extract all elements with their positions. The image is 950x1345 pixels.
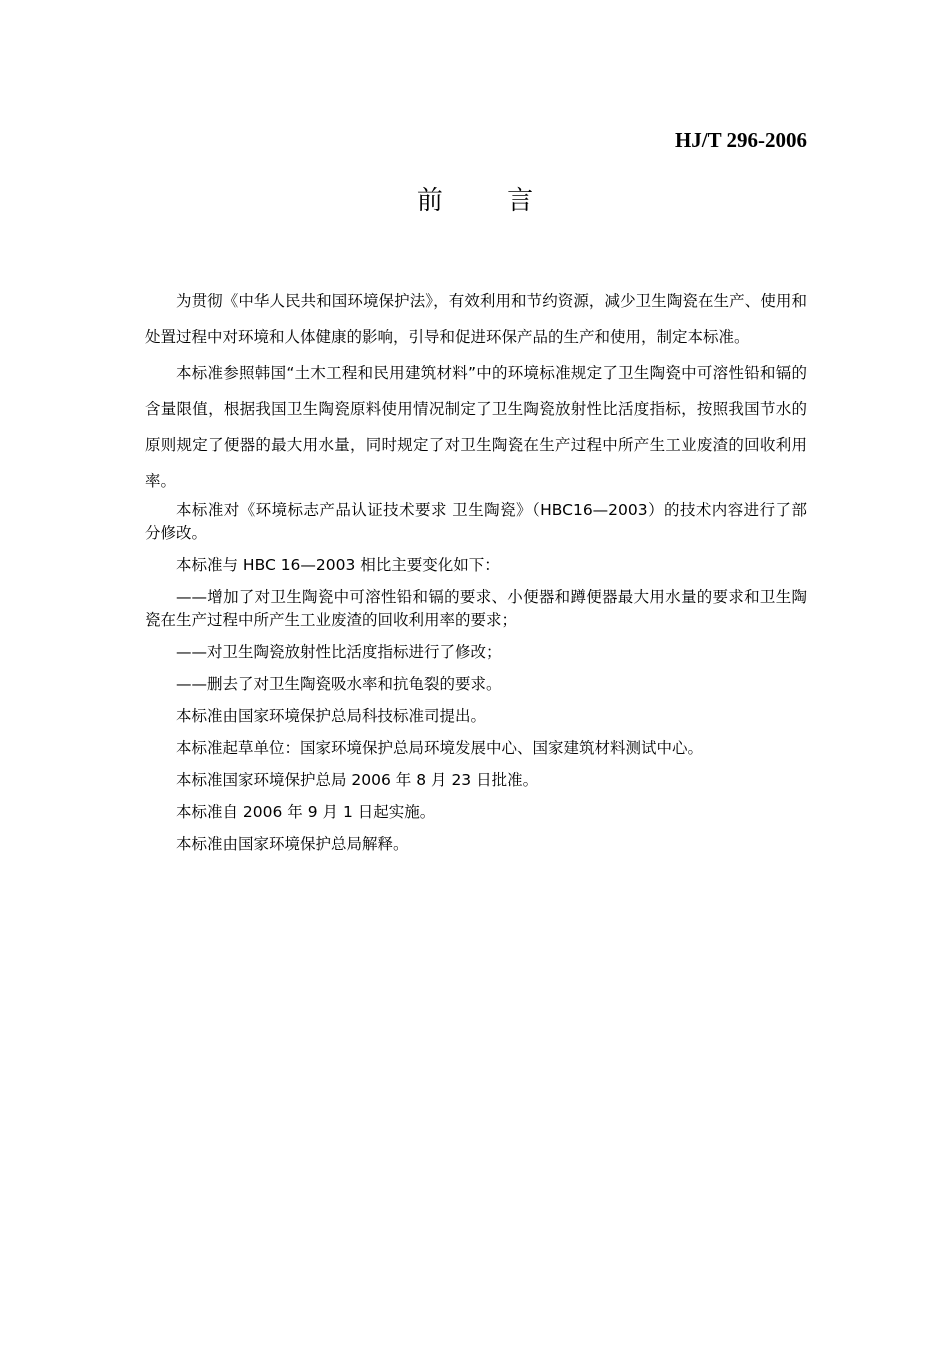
paragraph-purpose: 为贯彻《中华人民共和国环境保护法》，有效利用和节约资源，减少卫生陶瓷在生产、使用和处置过程中对环境和人体健康的影响，引导和促进环保产品的生产和使用，制定本标准。	[145, 292, 807, 346]
paragraph-proposer: 本标准由国家环境保护总局科技标准司提出。	[176, 707, 487, 725]
paragraph-reference: 本标准参照韩国“土木工程和民用建筑材料”中的环境标准规定了卫生陶瓷中可溶性铅和镉的含量限值，根据我国卫生陶瓷原料使用情况制定了卫生陶瓷放射性比活度指标，按照我国节水的原则规定了便器的最大用水量，同时规定了对卫生陶瓷在生产过程中所产生工业废渣的回收利用率。	[145, 364, 807, 490]
page-title: 前 言	[416, 186, 562, 216]
standard-code: HJ/T 296-2006	[674, 128, 807, 152]
change-item: ——删去了对卫生陶瓷吸水率和抗龟裂的要求。	[176, 675, 502, 693]
paragraph-effective-date: 本标准自 2006 年 9 月 1 日起实施。	[176, 803, 436, 821]
paragraph-approval: 本标准国家环境保护总局 2006 年 8 月 23 日批准。	[176, 771, 539, 789]
paragraph-drafters: 本标准起草单位：国家环境保护总局环境发展中心、国家建筑材料测试中心。	[176, 739, 704, 757]
change-item: ——增加了对卫生陶瓷中可溶性铅和镉的要求、小便器和蹲便器最大用水量的要求和卫生陶瓷在生产过程中所产生工业废渣的回收利用率的要求；	[145, 588, 807, 629]
paragraph-interpretation: 本标准由国家环境保护总局解释。	[176, 835, 409, 853]
paragraph-changes-intro: 本标准与 HBC 16—2003 相比主要变化如下：	[176, 556, 500, 574]
foreword-body	[145, 283, 807, 865]
paragraph-revision: 本标准对《环境标志产品认证技术要求 卫生陶瓷》（HBC16—2003）的技术内容进行了部分修改。	[145, 501, 807, 542]
change-item: ——对卫生陶瓷放射性比活度指标进行了修改；	[176, 643, 502, 661]
